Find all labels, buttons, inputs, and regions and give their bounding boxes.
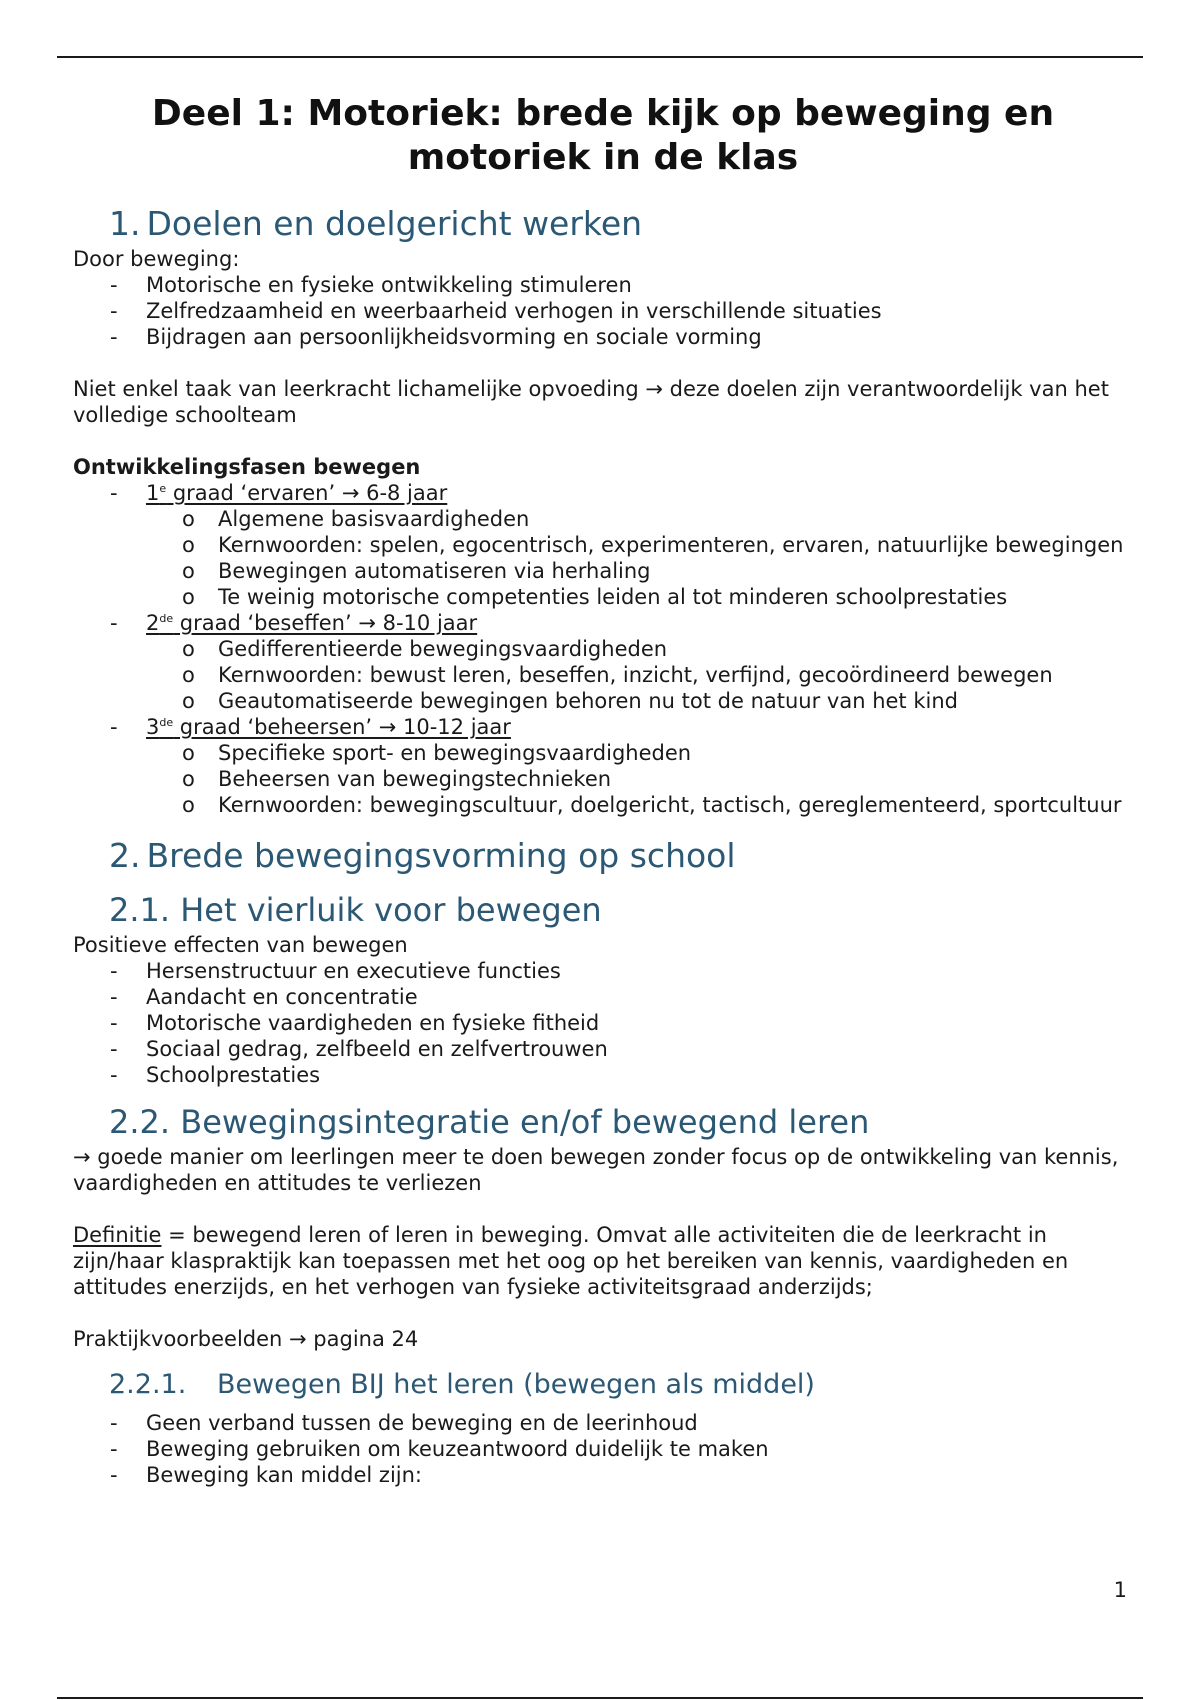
document-page: [73, 92, 1133, 1488]
document-title: Deel 1: Motoriek: brede kijk op beweging en motoriek in de klas: [151, 93, 1055, 178]
section-2-1-list: [73, 958, 1133, 1088]
list-item: o Bewegingen automatiseren via herhaling: [73, 558, 1133, 584]
phase-1-items: [73, 506, 1133, 610]
section-1-list: [73, 272, 1133, 350]
section-2-2-1-list: [73, 1410, 1133, 1488]
section-1-note: Niet enkel taak van leerkracht lichamelijke opvoeding → deze doelen zijn verantwoordelijk van het volledige schoolteam: [73, 377, 1109, 427]
section-2-2-heading: 2.2. Bewegingsintegratie en/of bewegend leren: [109, 1103, 870, 1141]
phase-2-label: 2de graad ‘beseffen’ → 8-10 jaar: [146, 611, 478, 635]
header-rule: [57, 56, 1143, 58]
definition-label: Definitie: [73, 1223, 162, 1247]
list-item: - Sociaal gedrag, zelfbeeld en zelfvertrouwen: [73, 1036, 1133, 1062]
list-item: o Algemene basisvaardigheden: [73, 506, 1133, 532]
section-2-2-1-heading: 2.2.1. Bewegen BIJ het leren (bewegen als middel): [109, 1369, 815, 1400]
list-item: o Te weinig motorische competenties leiden al tot minderen schoolprestaties: [73, 584, 1133, 610]
section-2-heading: [109, 836, 1133, 876]
section-1-intro: Door beweging:: [73, 247, 240, 271]
list-item: o Specifieke sport- en bewegingsvaardigheden: [73, 740, 1133, 766]
list-item: - Bijdragen aan persoonlijkheidsvorming en sociale vorming: [73, 324, 1133, 350]
definition: [73, 1222, 1133, 1300]
list-item: - Beweging gebruiken om keuzeantwoord duidelijk te maken: [73, 1436, 1133, 1462]
list-item: o Kernwoorden: spelen, egocentrisch, experimenteren, ervaren, natuurlijke bewegingen: [73, 532, 1133, 558]
list-item: o Beheersen van bewegingstechnieken: [73, 766, 1133, 792]
section-1-heading: [109, 204, 1133, 244]
page-number: 1: [1113, 1578, 1127, 1602]
section-1-title: Doelen en doelgericht werken: [146, 204, 643, 243]
phases-list: [73, 480, 1133, 506]
section-2-1-heading: 2.1. Het vierluik voor bewegen: [109, 891, 602, 929]
practice-reference: Praktijkvoorbeelden → pagina 24: [73, 1327, 419, 1351]
phase-2: [73, 610, 1133, 636]
list-item: - Hersenstructuur en executieve functies: [73, 958, 1133, 984]
list-item: - Schoolprestaties: [73, 1062, 1133, 1088]
list-item: - Aandacht en concentratie: [73, 984, 1133, 1010]
section-1-number: 1.: [109, 204, 141, 243]
phases-title: Ontwikkelingsfasen bewegen: [73, 455, 421, 479]
phase-3: [73, 714, 1133, 740]
section-2-number: 2.: [109, 836, 141, 875]
footer-rule: [57, 1697, 1143, 1699]
list-item: o Geautomatiseerde bewegingen behoren nu tot de natuur van het kind: [73, 688, 1133, 714]
phase-3-items: [73, 740, 1133, 818]
section-2-title: Brede bewegingsvorming op school: [146, 836, 736, 875]
phase-2-items: [73, 636, 1133, 714]
section-2-1-intro: Positieve effecten van bewegen: [73, 933, 408, 957]
phase-1: [73, 480, 1133, 506]
list-item: - Zelfredzaamheid en weerbaarheid verhogen in verschillende situaties: [73, 298, 1133, 324]
list-item: o Gedifferentieerde bewegingsvaardigheden: [73, 636, 1133, 662]
list-item: o Kernwoorden: bewust leren, beseffen, inzicht, verfijnd, gecoördineerd bewegen: [73, 662, 1133, 688]
phase-1-label: 1e graad ‘ervaren’ → 6-8 jaar: [146, 481, 448, 505]
definition-text: = bewegend leren of leren in beweging. Omvat alle activiteiten die de leerkracht in zijn/haar klaspraktijk kan toepassen met het oog op het bereiken van kennis, vaardigheden en attitudes enerzijds, en het verhogen van fysieke activiteitsgraad anderzijds;: [73, 1223, 1069, 1299]
list-item: o Kernwoorden: bewegingscultuur, doelgericht, tactisch, gereglementeerd, sportcultuur: [73, 792, 1133, 818]
section-2-2-arrow-text: → goede manier om leerlingen meer te doen bewegen zonder focus op de ontwikkeling van kennis, vaardigheden en attitudes te verliezen: [73, 1145, 1119, 1195]
list-item: - Beweging kan middel zijn:: [73, 1462, 1133, 1488]
phase-3-label: 3de graad ‘beheersen’ → 10-12 jaar: [146, 715, 511, 739]
list-item: - Motorische en fysieke ontwikkeling stimuleren: [73, 272, 1133, 298]
list-item: - Geen verband tussen de beweging en de leerinhoud: [73, 1410, 1133, 1436]
list-item: - Motorische vaardigheden en fysieke fitheid: [73, 1010, 1133, 1036]
